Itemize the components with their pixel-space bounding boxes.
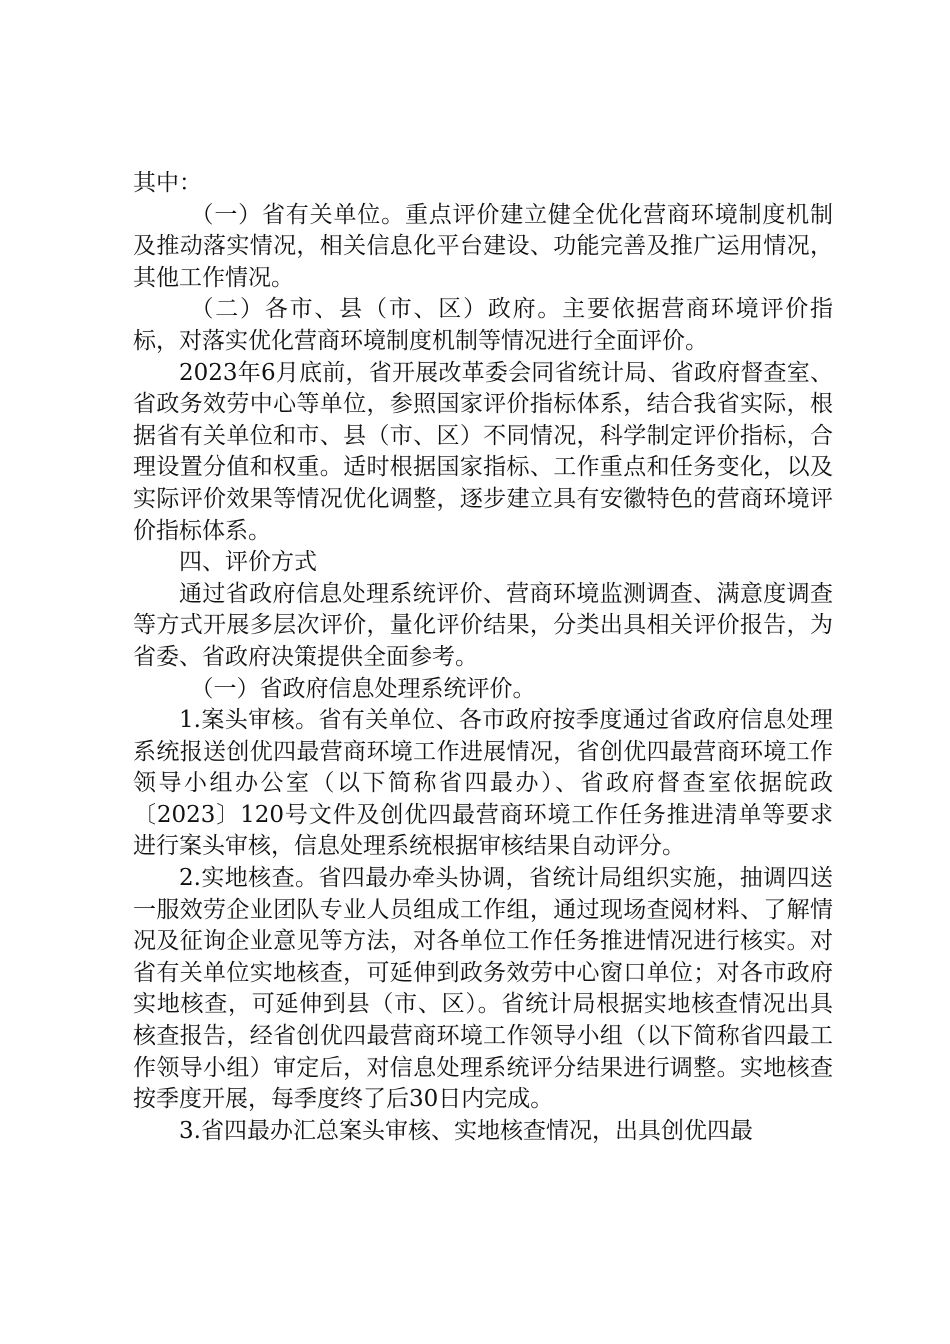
paragraph-summary-report: 3.省四最办汇总案头审核、实地核查情况，出具创优四最 [179,1117,753,1144]
paragraph-desk-review: 1.案头审核。省有关单位、各市政府按季度通过省政府信息处理系统报送创优四最营商环境工作进展情况，省创优四最营商环境工作领导小组办公室（以下简称省四最办）、省政府督查室依据皖政〔2023〕120号文件及创优四最营商环境工作任务推进清单等要求进行案头审核，信息处理系统根据审核结果自动评分。 [133,707,833,860]
paragraph-city-county-governments: （二）各市、县（市、区）政府。主要依据营商环境评价指标，对落实优化营商环境制度机制等情况进行全面评价。 [133,296,833,354]
paragraph-intro: 其中： [133,170,202,196]
paragraph-evaluation-overview: 通过省政府信息处理系统评价、营商环境监测调查、满意度调查等方式开展多层次评价，量化评价结果，分类出具相关评价报告，为省委、省政府决策提供全面参考。 [133,580,833,670]
paragraph-field-verification: 2.实地核查。省四最办牵头协调，省统计局组织实施，抽调四送一服效劳企业团队专业人员组成工作组，通过现场查阅材料、了解情况及征询企业意见等方法，对各单位工作任务推进情况进行核实。对省有关单位实地核查，可延伸到政务效劳中心窗口单位；对各市政府实地核查，可延伸到县（市、区）。省统计局根据实地核查情况出具核查报告，经省创优四最营商环境工作领导小组（以下简称省四最工作领导小组）审定后，对信息处理系统评分结果进行调整。实地核查按季度开展，每季度终了后30日内完成。 [133,865,833,1113]
document-body [133,168,833,1147]
subsection-heading-system-evaluation: （一）省政府信息处理系统评价。 [190,675,536,702]
paragraph-provincial-units: （一）省有关单位。重点评价建立健全优化营商环境制度机制及推动落实情况，相关信息化平台建设、功能完善及推广运用情况，其他工作情况。 [133,201,833,291]
paragraph-indicator-system: 2023年6月底前，省开展改革委会同省统计局、省政府督查室、省政务效劳中心等单位，参照国家评价指标体系，结合我省实际，根据省有关单位和市、县（市、区）不同情况，科学制定评价指标，合理设置分值和权重。适时根据国家指标、工作重点和任务变化，以及实际评价效果等情况优化调整，逐步建立具有安徽特色的营商环境评价指标体系。 [133,359,833,544]
section-heading-evaluation-methods: 四、评价方式 [179,549,317,576]
